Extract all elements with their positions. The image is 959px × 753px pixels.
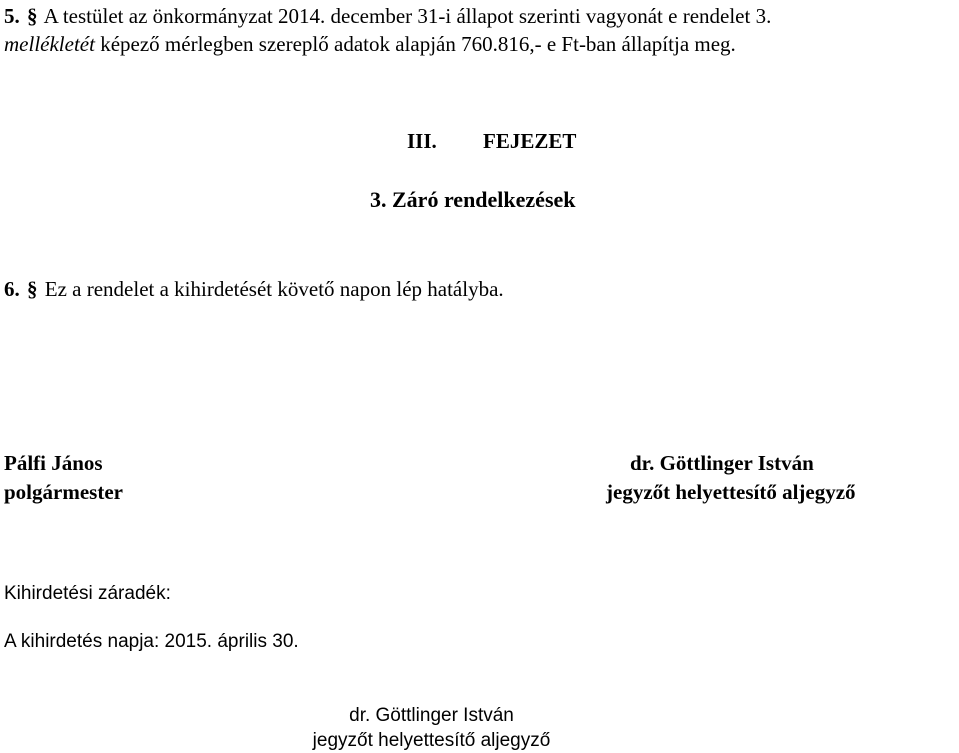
paragraph-5-text-line-1: A testület az önkormányzat 2014. december 31-i állapot szerinti vagyonát e rendelet 3. <box>43 4 772 28</box>
promulgation-heading: Kihirdetési záradék: <box>4 583 171 604</box>
paragraph-5-line-1 <box>4 6 771 27</box>
chapter-title: FEJEZET <box>483 129 577 153</box>
section-title: 3. Záró rendelkezések <box>370 187 576 212</box>
section-sign-icon: § <box>27 277 38 301</box>
signature-left-name: Pálfi János <box>4 451 103 475</box>
promulgation-signer-name: dr. Göttlinger István <box>349 705 514 726</box>
paragraph-6-number: 6. <box>4 277 20 301</box>
paragraph-5-number: 5. <box>4 4 20 28</box>
paragraph-6 <box>4 279 504 300</box>
paragraph-6-text: Ez a rendelet a kihirdetését követő napon lép hatályba. <box>44 277 504 301</box>
promulgation-signer-title: jegyzőt helyettesítő aljegyző <box>312 730 551 751</box>
promulgation-date: A kihirdetés napja: 2015. április 30. <box>4 631 299 652</box>
section-sign-icon: § <box>27 4 38 28</box>
signature-right-title: jegyzőt helyettesítő aljegyző <box>606 480 856 504</box>
paragraph-5-line-2 <box>4 34 736 55</box>
paragraph-5-text-line-2: képező mérlegben szereplő adatok alapján 760.816,- e Ft-ban állapítja meg. <box>94 32 736 56</box>
signature-right-name: dr. Göttlinger István <box>630 451 814 475</box>
chapter-number: III. <box>407 129 437 153</box>
signature-left-title: polgármester <box>4 480 123 504</box>
paragraph-5-italic-word: mellékletét <box>4 32 95 56</box>
